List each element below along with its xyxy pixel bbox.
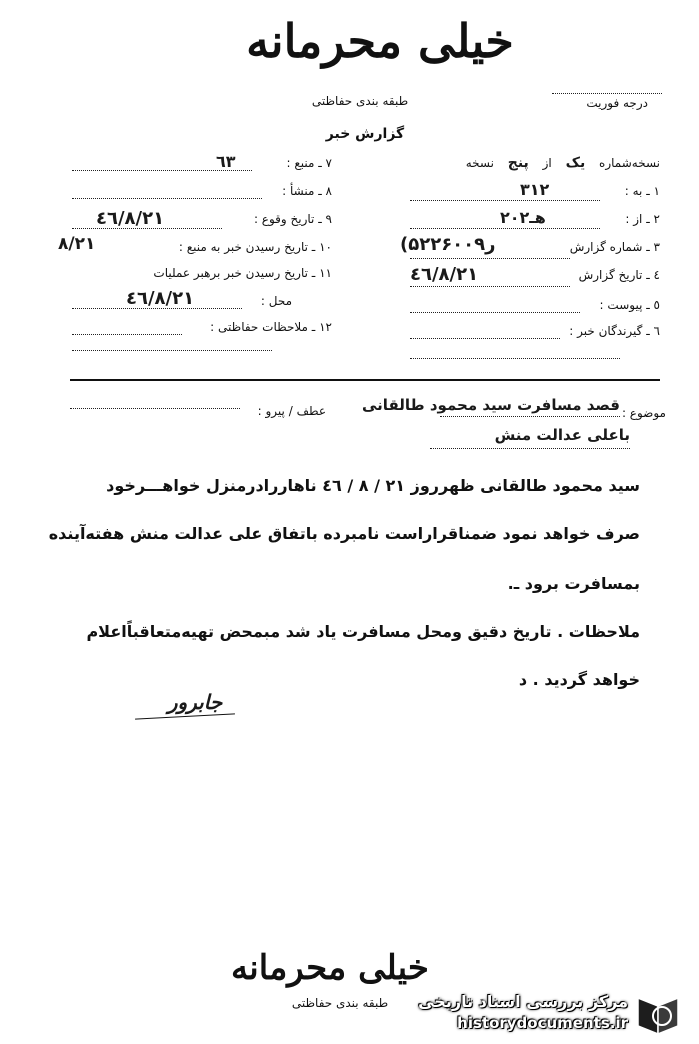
field-to-value: ۳۱۲ <box>520 180 550 199</box>
copy-number-row <box>400 155 660 171</box>
page-title: خیلی محرمانه <box>246 14 514 68</box>
watermark-logo-icon <box>632 992 684 1038</box>
body-line-2: صرف خواهد نمود ضمناقراراست نامبرده باتفاق علی عدالت منش هفته‌آینده <box>48 524 640 543</box>
signature: جابرور <box>167 690 223 714</box>
field-report-number-value: (۵۲ر۲۶۰۰۹ <box>400 234 496 255</box>
field-source-receipt-date-value: ٨/٢١ <box>58 234 96 254</box>
subject-label: موضوع : <box>621 406 666 420</box>
copy-number-label: نسخه‌شماره <box>599 156 660 170</box>
field-origin-label: ٨ ـ منشأ : <box>282 184 332 198</box>
copy-number-value: یک <box>565 155 586 171</box>
report-title: گزارش خبر <box>325 126 405 142</box>
reference-label: عطف / پیرو : <box>257 404 326 418</box>
field-report-date-label: ٤ ـ تاریخ گزارش <box>578 268 660 282</box>
field-ops-receipt-date-label: ١١ ـ تاریخ رسیدن خبر برهبر عملیات <box>153 266 332 280</box>
field-location-label: محل : <box>260 294 292 308</box>
classification-label: طبقه بندی حفاظتی <box>311 94 409 108</box>
body-line-1: سید محمود طالقانی ظهرروز ۲۱ / ۸ / ٤٦ ناهاررادرمنزل خواهـــرخود <box>106 476 640 495</box>
field-from-label: ۲ ـ از : <box>625 212 660 226</box>
field-source-value: ٦٣ <box>216 152 236 171</box>
subject-value: قصد مسافرت سید محمود طالقانی <box>362 396 620 414</box>
urgency-field-line <box>552 93 662 94</box>
signature-underline <box>135 713 235 719</box>
field-report-date-value: ٤٦/٨/٢١ <box>410 264 479 285</box>
field-source-receipt-date-label: ١٠ ـ تاریخ رسیدن خبر به منبع : <box>178 240 332 254</box>
field-source-label: ٧ ـ منبع : <box>286 156 332 170</box>
footer-title: خیلی محرمانه <box>231 948 429 988</box>
footer-classification-label: طبقه بندی حفاظتی <box>291 996 389 1010</box>
field-occurrence-date-label: ٩ ـ تاریخ وقوع : <box>253 212 332 226</box>
remarks-line-2: خواهد گردید . د <box>518 670 640 689</box>
field-to-label: ۱ ـ به : <box>624 184 660 198</box>
watermark-text-fa: مرکز بررسی اسناد تاریخی <box>418 992 628 1011</box>
field-location-value: ٤٦/٨/٢١ <box>126 288 195 309</box>
field-occurrence-date-value: ٤٦/٨/٢١ <box>96 208 165 229</box>
of-label: از <box>542 156 552 170</box>
field-from-value: ۲۰هـ۲ <box>500 208 546 227</box>
copies-label: نسخه <box>465 156 494 170</box>
field-security-notes-label: ١٢ ـ ملاحظات حفاظتی : <box>210 320 332 334</box>
field-recipients-label: ٦ ـ گیرندگان خبر : <box>569 324 660 338</box>
urgency-label: درجه فوریت <box>586 96 648 110</box>
watermark-url: historydocuments.ir <box>457 1014 628 1032</box>
copies-total-value: پنج <box>507 155 529 171</box>
body-line-3: بمسافرت برود ـ. <box>507 574 640 593</box>
field-report-number-label: ۳ ـ شماره گزارش <box>569 240 660 254</box>
subject-line2: باعلی عدالت منش <box>494 426 630 444</box>
section-divider <box>70 379 660 381</box>
field-attachment-label: ٥ ـ پیوست : <box>599 298 660 312</box>
remarks-line-1: ملاحظات . تاریخ دقیق ومحل مسافرت یاد شد مبمحض تهیه‌متعاقباًاعلام <box>86 622 640 641</box>
